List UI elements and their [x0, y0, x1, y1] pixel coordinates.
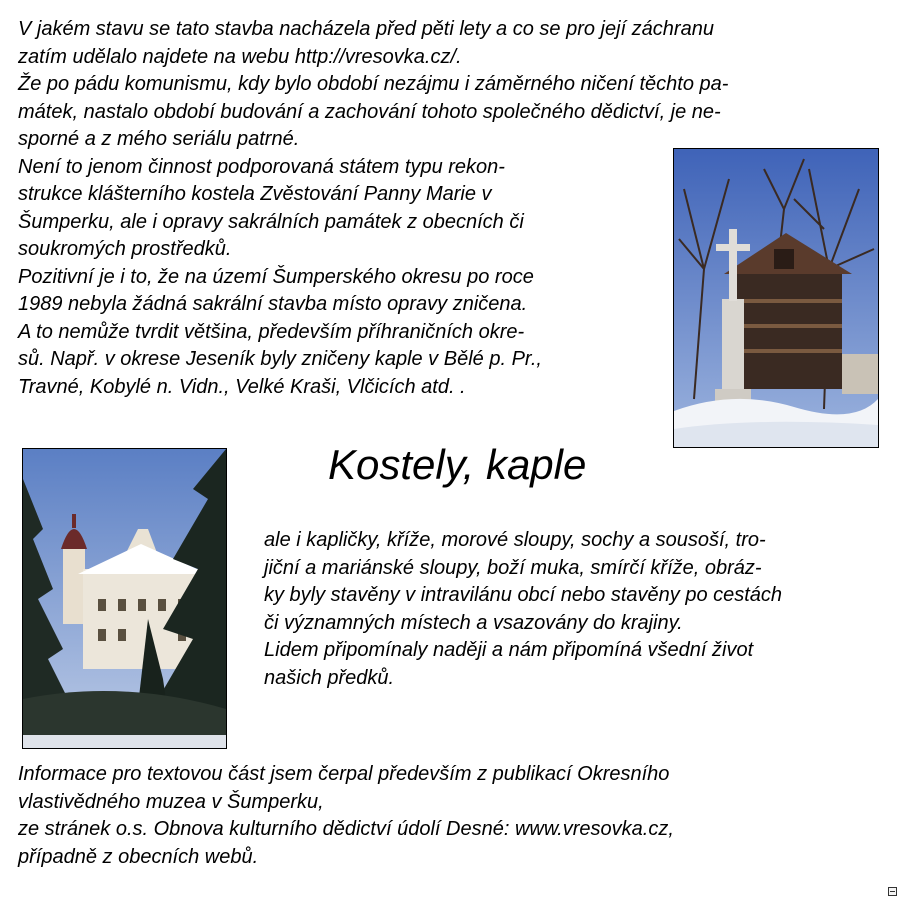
text-line: ale i kapličky, kříže, morové sloupy, sochy a sousoší, tro- [264, 529, 766, 551]
text-line: vlastivědného muzea v Šumperku, [18, 790, 324, 813]
text-line: sů. Např. v okrese Jeseník byly zničeny kaple v Bělé p. Pr., [18, 348, 542, 370]
photo-wooden-church-with-cross [673, 148, 879, 448]
intro-paragraph [18, 16, 728, 401]
text-line: Není to jenom činnost podporovaná státem typu rekon- [18, 155, 505, 178]
section-title: Kostely, kaple [328, 441, 587, 488]
text-line: V jakém stavu se tato stavba nacházela před pěti lety a co se pro její záchranu [18, 18, 714, 40]
text-line: mátek, nastalo období budování a zachování tohoto společného dědictví, je ne- [18, 100, 721, 123]
text-line: 1989 nebyla žádná sakrální stavba místo opravy zničena. [18, 293, 528, 315]
castle-illustration [23, 449, 226, 748]
text-line: ky byly stavěny v intravilánu obcí nebo stavěny po cestách [264, 584, 783, 606]
text-line: soukromých prostředků. [18, 238, 232, 260]
text-line: Travné, Kobylé n. Vidn., Velké Kraši, Vlčicích atd. . [18, 375, 466, 398]
text-line: A to nemůže tvrdit většina, především příhraničních okre- [18, 320, 525, 343]
text-line: jiční a mariánské sloupy, boží muka, smírčí kříže, obráz- [264, 556, 762, 579]
text-line: Pozitivní je i to, že na území Šumperského okresu po roce [18, 265, 534, 288]
text-line: zatím udělalo najdete na webu http://vresovka.cz/. [18, 45, 462, 68]
text-line: sporné a z mého seriálu patrné. [18, 128, 300, 150]
text-line: Informace pro textovou část jsem čerpal především z publikací Okresního [18, 763, 670, 785]
section-paragraph [264, 527, 782, 692]
photo-castle-in-winter [22, 448, 227, 749]
text-line: Šumperku, ale i opravy sakrálních památek z obecních či [18, 210, 524, 233]
text-line: Lidem připomínaly naději a nám připomíná všední život [264, 639, 754, 661]
text-line: našich předků. [264, 666, 395, 689]
church-cross-illustration [674, 149, 878, 447]
text-line: ze stránek o.s. Obnova kulturního dědictví údolí Desné: www.vresovka.cz, [18, 818, 674, 840]
text-line: či významných místech a vsazovány do krajiny. [264, 611, 683, 634]
text-line: případně z obecních webů. [18, 845, 259, 868]
text-line: Že po pádu komunismu, kdy bylo období nezájmu i záměrného ničení těchto pa- [18, 73, 729, 95]
sources-paragraph [18, 761, 674, 871]
text-line: strukce klášterního kostela Zvěstování Panny Marie v [18, 183, 492, 205]
minimize-icon[interactable] [888, 887, 897, 896]
